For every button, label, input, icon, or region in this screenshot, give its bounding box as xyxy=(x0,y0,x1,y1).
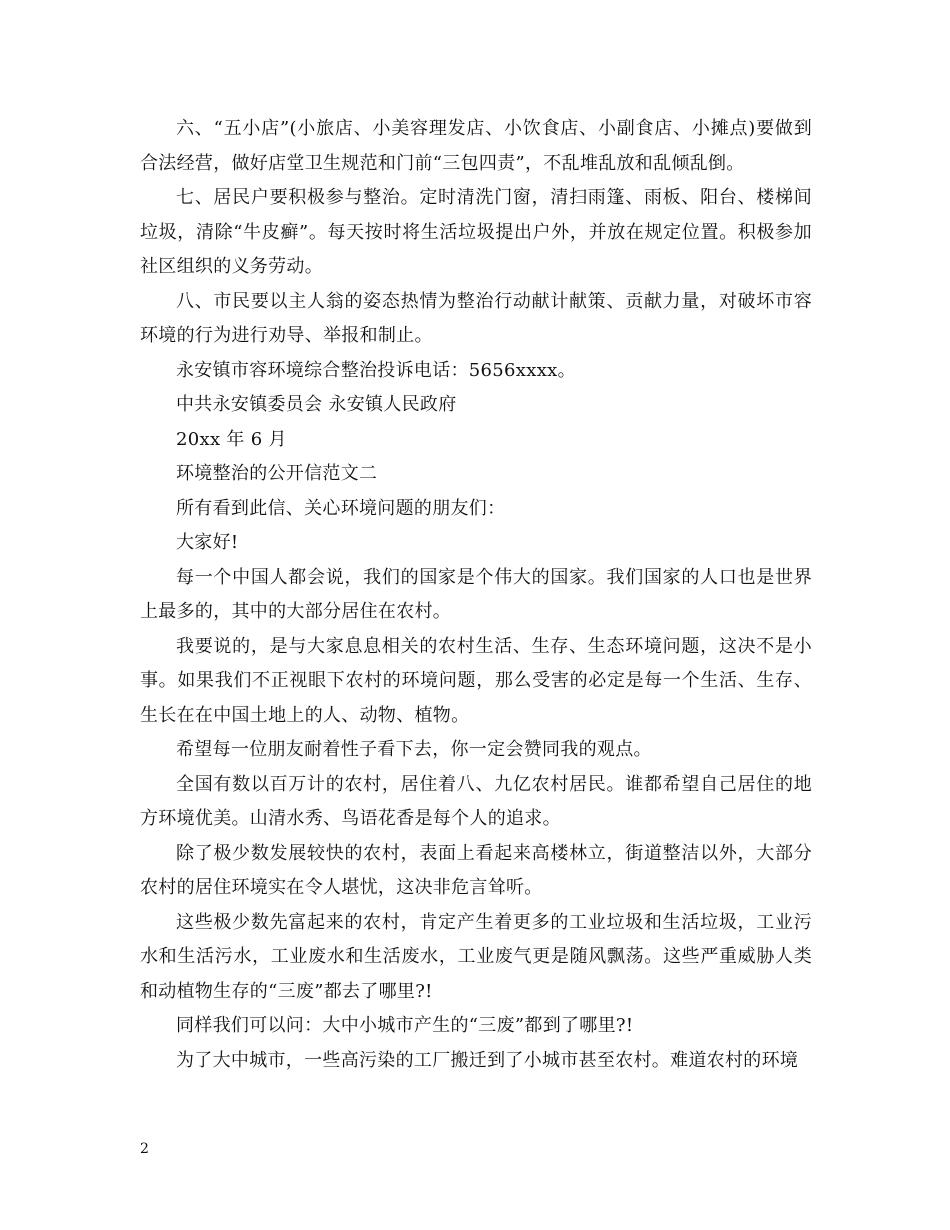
page-number: 2 xyxy=(140,1141,149,1157)
paragraph-item-6: 六、“五小店”(小旅店、小美容理发店、小饮食店、小副食店、小摊点)要做到合法经营，做好店堂卫生规范和门前“三包四责”，不乱堆乱放和乱倾乱倒。 xyxy=(140,118,812,174)
body-paragraph: 这些极少数先富起来的农村，肯定产生着更多的工业垃圾和生活垃圾，工业污水和生活污水，工业废水和生活废水，工业废气更是随风飘荡。这些严重威胁人类和动植物生存的“三废”都去了哪里?! xyxy=(140,911,812,1002)
paragraph-item-7: 七、居民户要积极参与整治。定时清洗门窗，清扫雨篷、雨板、阳台、楼梯间垃圾，清除“牛皮癣”。每天按时将生活垃圾提出户外，并放在规定位置。积极参加社区组织的义务劳动。 xyxy=(140,187,812,277)
body-paragraph: 同样我们可以问：大中小城市产生的“三废”都到了哪里?! xyxy=(176,1015,634,1036)
section-title: 环境整治的公开信范文二 xyxy=(176,463,378,484)
body-paragraph: 全国有数以百万计的农村，居住着八、九亿农村居民。谁都希望自己居住的地方环境优美。山清水秀、鸟语花香是每个人的追求。 xyxy=(140,773,812,829)
body-paragraph: 每一个中国人都会说，我们的国家是个伟大的国家。我们国家的人口也是世界上最多的，其中的大部分居住在农村。 xyxy=(140,566,812,622)
signature-organizations: 中共永安镇委员会 永安镇人民政府 xyxy=(176,394,457,415)
signature-date: 20xx 年 6 月 xyxy=(176,428,287,450)
body-paragraph: 为了大中城市，一些高污染的工厂搬迁到了小城市甚至农村。难道农村的环境 xyxy=(176,1049,799,1071)
body-paragraph: 希望每一位朋友耐着性子看下去，你一定会赞同我的观点。 xyxy=(176,739,652,760)
complaint-hotline: 永安镇市容环境综合整治投诉电话：5656xxxx。 xyxy=(176,359,576,381)
document-body xyxy=(140,112,812,1078)
body-paragraph: 除了极少数发展较快的农村，表面上看起来高楼林立，街道整洁以外，大部分农村的居住环境实在令人堪忧，这决非危言耸听。 xyxy=(140,842,812,898)
letter-greeting: 大家好! xyxy=(176,532,239,553)
letter-salutation: 所有看到此信、关心环境问题的朋友们： xyxy=(176,497,506,519)
body-paragraph: 我要说的，是与大家息息相关的农村生活、生存、生态环境问题，这决不是小事。如果我们不正视眼下农村的环境问题，那么受害的必定是每一个生活、生存、生长在在中国土地上的人、动物、植物。 xyxy=(140,635,812,726)
paragraph-item-8: 八、市民要以主人翁的姿态热情为整治行动献计献策、贡献力量，对破坏市容环境的行为进行劝导、举报和制止。 xyxy=(140,290,812,346)
